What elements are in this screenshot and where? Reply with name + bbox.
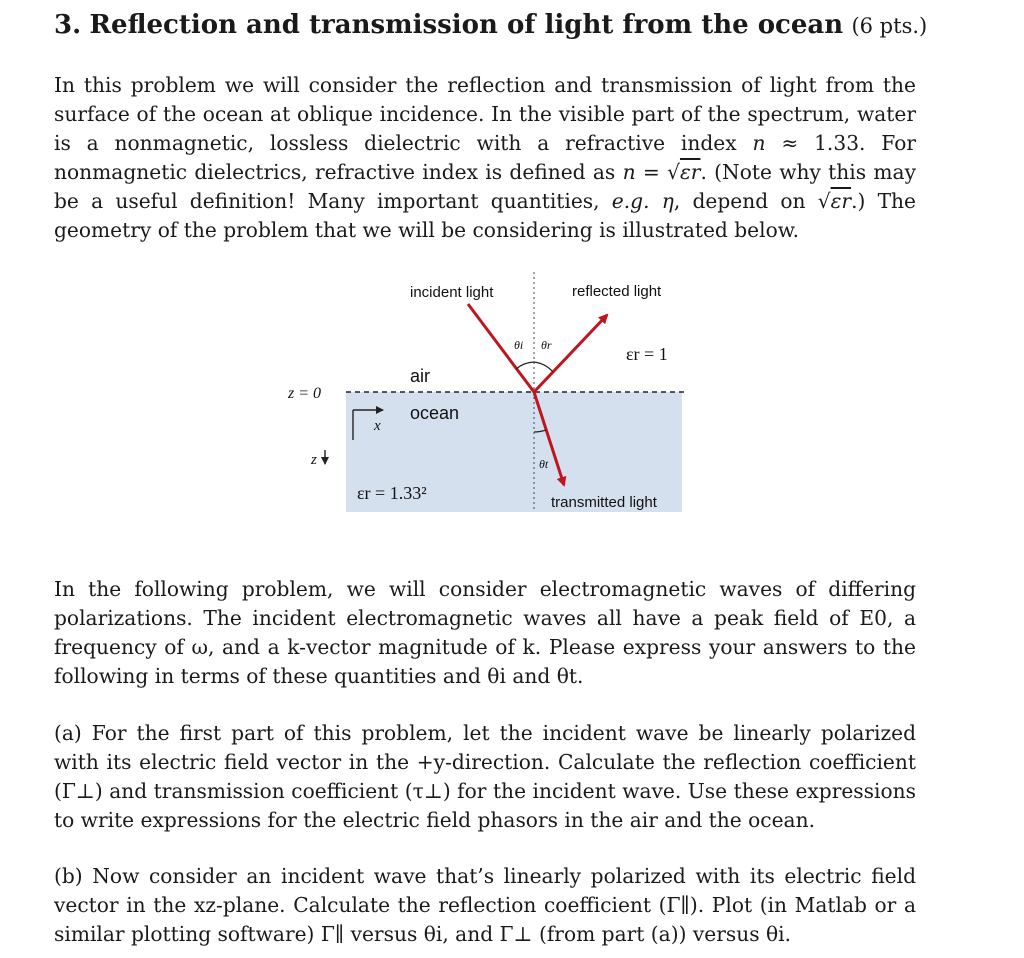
problem-heading [54, 8, 974, 43]
n-symbol-2: n [622, 160, 636, 184]
eps-air-label: εr = 1 [626, 344, 668, 364]
eta-symbol: η [649, 189, 674, 213]
eps-ocean-label: εr = 1.33² [357, 483, 427, 503]
n-symbol: n [752, 131, 766, 155]
z-axis-label: z [311, 452, 317, 468]
part-a-paragraph: (a) For the first part of this problem, let the incident wave be linearly polarized with its electric field vector in the +y-direction. Calculate the reflection coefficient (Γ⊥) and transmission coefficient (τ⊥) for the incident wave. Use these expressions to write expressions for the electric field phasors in the air and the ocean. [54, 721, 916, 832]
sqrt-symbol: √ [667, 160, 680, 184]
sqrt-eps-r-2 [818, 189, 851, 213]
problem-number: 3. [54, 10, 82, 40]
theta-r-arc [534, 362, 553, 372]
polarization-paragraph: In the following problem, we will consider electromagnetic waves of differing polarizations. The incident electromagnetic waves all have a peak field of E0, a frequency of ω, and a k-vector magnitude of k. Please express your answers to the following in terms of these quantities and θi and θt. [54, 577, 916, 688]
problem-title: Reflection and transmission of light from the ocean [89, 10, 844, 40]
intro-text-1: In this problem we will consider the reflection and transmission of light from the surface of the ocean at oblique incidence. In the visible part of the spectrum, water is a nonmagnetic, lossless dielectric with a refractive index [54, 73, 916, 155]
eps-r-symbol-2: εr [830, 189, 852, 213]
theta-t-label: θt [539, 457, 549, 471]
geometry-diagram [285, 268, 705, 528]
intro-paragraph [54, 71, 916, 245]
intro-text-4: .) The geometry of the problem that we will be considering is illustrated below. [54, 189, 916, 242]
intro-approx: ≈ 1.33. For nonmagnetic dielectrics, refractive index is defined as [54, 131, 916, 184]
geometry-svg [285, 268, 705, 528]
z0-label: z = 0 [288, 385, 322, 402]
theta-i-arc [516, 362, 534, 369]
intro-text-2: . (Note why this may be a useful definition! Many important quantities, [54, 160, 916, 213]
air-label: air [410, 366, 431, 386]
sqrt-eps-r [667, 160, 700, 184]
intro-text-3: , depend on [673, 189, 818, 213]
incident-light-label: incident light [410, 284, 494, 301]
problem-points: (6 pts.) [851, 14, 928, 38]
x-axis-label: x [374, 418, 381, 434]
part-b-paragraph: (b) Now consider an incident wave that’s linearly polarized with its electric field vector in the xz-plane. Calculate the reflection coefficient (Γ∥). Plot (in Matlab or a similar plotting software) Γ∥ versus θi, and Γ⊥ (from part (a)) versus θi. [54, 864, 916, 946]
transmitted-light-label: transmitted light [551, 494, 657, 511]
equals-sign: = [635, 160, 668, 184]
reflected-light-label: reflected light [572, 283, 662, 300]
ocean-label: ocean [410, 403, 460, 423]
sqrt-symbol-2: √ [817, 189, 831, 213]
eps-r-symbol: εr [679, 160, 701, 184]
reflected-ray [534, 315, 607, 392]
theta-r-label: θr [541, 338, 552, 352]
incident-ray [468, 304, 534, 392]
eg-abbrev: e.g. [611, 189, 650, 213]
theta-i-label: θi [514, 338, 524, 352]
